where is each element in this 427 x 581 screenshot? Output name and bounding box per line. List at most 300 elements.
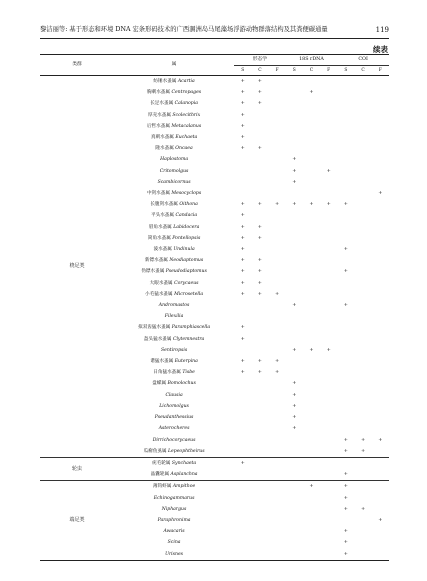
presence-cell	[269, 121, 286, 132]
presence-cell	[354, 334, 371, 345]
presence-cell	[286, 233, 303, 244]
presence-cell	[303, 322, 320, 333]
genus-cell	[114, 121, 234, 132]
presence-cell	[337, 98, 354, 109]
presence-cell	[320, 121, 337, 132]
presence-cell	[354, 423, 371, 434]
presence-cell	[372, 154, 389, 165]
presence-cell	[303, 469, 320, 481]
genus-latin-name: Ampithoe	[172, 484, 196, 490]
genus-cell	[114, 515, 234, 526]
sub-header-s: S	[292, 68, 296, 73]
presence-cell	[337, 345, 354, 356]
presence-cell	[320, 334, 337, 345]
presence-cell	[372, 469, 389, 481]
running-header	[40, 24, 389, 36]
presence-cell	[320, 378, 337, 389]
presence-cell	[251, 390, 268, 401]
genus-latin-name: Asterocheres	[158, 426, 190, 432]
presence-cell	[251, 526, 268, 537]
presence-cell: +	[257, 290, 262, 297]
presence-cell	[303, 143, 320, 154]
presence-cell	[337, 412, 354, 423]
table-body	[40, 76, 389, 561]
presence-cell	[372, 504, 389, 515]
presence-cell	[251, 110, 268, 121]
presence-cell	[354, 188, 371, 199]
presence-cell	[303, 367, 320, 378]
presence-cell	[372, 526, 389, 537]
presence-cell	[234, 311, 251, 322]
presence-cell	[337, 233, 354, 244]
presence-cell: +	[378, 436, 383, 443]
presence-cell	[269, 233, 286, 244]
presence-cell	[337, 457, 354, 469]
presence-cell	[286, 549, 303, 561]
presence-cell	[251, 345, 268, 356]
presence-cell	[269, 110, 286, 121]
presence-cell	[372, 210, 389, 221]
presence-cell	[234, 300, 251, 311]
genus-cell	[114, 278, 234, 289]
presence-cell: +	[240, 234, 245, 241]
genus-latin-name: Centropages	[171, 90, 202, 96]
genus-chinese-name: 晶囊轮属	[150, 472, 171, 478]
presence-cell: +	[240, 134, 245, 141]
running-header-text: 黎洁丽等: 基于形态和环境 DNA 宏条形码技术的广西涠洲岛马尾藻场浮游动物群落结构及其粪便碳通量	[40, 26, 328, 33]
genus-chinese-name: 简角水蚤属	[147, 235, 173, 241]
genus-cell	[114, 289, 234, 300]
presence-cell: +	[309, 346, 314, 353]
genus-latin-name: Sentiropsis	[160, 347, 188, 353]
genus-chinese-name: 盘蝾属	[152, 381, 168, 387]
genus-cell	[114, 367, 234, 378]
genus-latin-name: Microsetella	[174, 291, 204, 297]
presence-cell	[354, 549, 371, 561]
presence-cell	[286, 457, 303, 469]
presence-cell	[269, 446, 286, 458]
genus-cell	[114, 356, 234, 367]
presence-cell: +	[240, 335, 245, 342]
presence-cell	[303, 412, 320, 423]
presence-cell	[337, 356, 354, 367]
presence-cell	[286, 255, 303, 266]
genus-cell	[114, 210, 234, 221]
presence-cell: +	[240, 111, 245, 118]
presence-cell	[251, 121, 268, 132]
genus-latin-name: Mesocyclops	[171, 191, 202, 197]
presence-cell: +	[257, 279, 262, 286]
genus-cell	[114, 76, 234, 88]
genus-cell	[114, 311, 234, 322]
presence-cell: +	[257, 89, 262, 96]
category-cell: 桡足类	[40, 76, 114, 458]
presence-cell: +	[292, 167, 297, 174]
presence-cell	[286, 278, 303, 289]
presence-cell	[286, 132, 303, 143]
presence-cell	[372, 423, 389, 434]
presence-cell	[269, 526, 286, 537]
presence-cell	[269, 435, 286, 446]
presence-cell	[234, 177, 251, 188]
presence-cell	[251, 300, 268, 311]
presence-cell	[286, 481, 303, 493]
presence-cell	[372, 233, 389, 244]
presence-cell: +	[240, 324, 245, 331]
presence-cell	[269, 322, 286, 333]
presence-cell: +	[343, 201, 348, 208]
genus-chinese-name: 隆水蚤属	[155, 146, 176, 152]
presence-cell	[234, 537, 251, 548]
presence-cell	[286, 188, 303, 199]
presence-cell	[320, 412, 337, 423]
presence-cell	[320, 390, 337, 401]
presence-cell	[337, 401, 354, 412]
presence-cell	[251, 537, 268, 548]
presence-cell: +	[309, 483, 314, 490]
presence-cell	[303, 154, 320, 165]
presence-cell: +	[257, 358, 262, 365]
presence-cell: +	[337, 446, 354, 458]
presence-cell: +	[240, 201, 245, 208]
presence-cell: +	[343, 494, 348, 501]
presence-cell: +	[378, 516, 383, 523]
presence-cell	[303, 110, 320, 121]
presence-cell	[251, 177, 268, 188]
presence-cell: +	[292, 414, 297, 421]
presence-cell: +	[275, 290, 280, 297]
genus-chinese-name: 小毛猛水蚤属	[145, 291, 175, 297]
presence-cell	[320, 110, 337, 121]
genus-chinese-name: 平头水蚤属	[151, 213, 176, 219]
presence-cell	[286, 311, 303, 322]
presence-cell	[286, 515, 303, 526]
presence-cell	[286, 435, 303, 446]
presence-cell	[372, 311, 389, 322]
presence-cell	[269, 401, 286, 412]
presence-cell	[372, 345, 389, 356]
presence-cell	[320, 98, 337, 109]
presence-cell	[372, 266, 389, 277]
presence-cell	[269, 549, 286, 561]
presence-cell	[354, 222, 371, 233]
presence-cell: +	[257, 78, 262, 84]
presence-cell: +	[354, 446, 371, 458]
presence-cell: +	[292, 156, 297, 163]
presence-cell	[354, 177, 371, 188]
presence-cell	[354, 481, 371, 493]
presence-cell	[303, 278, 320, 289]
genus-cell	[114, 132, 234, 143]
presence-cell	[251, 549, 268, 561]
genus-cell	[114, 378, 234, 389]
presence-cell	[372, 401, 389, 412]
presence-cell	[372, 121, 389, 132]
presence-cell	[372, 255, 389, 266]
presence-cell: +	[240, 246, 245, 253]
presence-cell: +	[343, 268, 348, 275]
presence-cell: +	[292, 201, 297, 208]
presence-cell	[251, 244, 268, 255]
presence-cell	[303, 423, 320, 434]
presence-cell: +	[343, 483, 348, 490]
presence-cell	[320, 289, 337, 300]
presence-cell	[269, 266, 286, 277]
presence-cell	[286, 244, 303, 255]
presence-cell	[354, 401, 371, 412]
genus-cell	[114, 98, 234, 109]
genus-latin-name: Scina	[167, 540, 181, 546]
presence-cell	[303, 515, 320, 526]
presence-cell: +	[343, 246, 348, 253]
presence-cell: +	[240, 145, 245, 152]
presence-cell	[354, 390, 371, 401]
presence-cell	[320, 504, 337, 515]
presence-cell	[303, 401, 320, 412]
presence-cell	[269, 390, 286, 401]
presence-cell	[269, 412, 286, 423]
genus-latin-name: Scambicornus	[157, 179, 191, 185]
presence-cell: +	[343, 505, 348, 512]
genus-latin-name: Asplanchna	[170, 472, 198, 478]
presence-cell: +	[292, 346, 297, 353]
col-group-morphology: 形态学	[234, 55, 286, 66]
presence-cell: +	[292, 302, 297, 309]
genus-latin-name: Paraphronima	[157, 517, 191, 523]
genus-latin-name: Scolecithrix	[172, 112, 201, 118]
presence-cell	[269, 345, 286, 356]
presence-cell: +	[240, 279, 245, 286]
presence-cell	[337, 423, 354, 434]
presence-cell: +	[257, 234, 262, 241]
presence-cell	[286, 289, 303, 300]
presence-cell: +	[378, 190, 383, 197]
presence-cell	[320, 367, 337, 378]
presence-cell	[354, 210, 371, 221]
presence-cell: +	[309, 201, 314, 208]
presence-cell	[337, 87, 354, 98]
presence-cell: +	[275, 201, 280, 208]
presence-cell	[337, 289, 354, 300]
presence-cell	[320, 401, 337, 412]
genus-cell	[114, 322, 234, 333]
presence-cell: +	[292, 402, 297, 409]
presence-cell	[372, 446, 389, 458]
presence-cell	[372, 412, 389, 423]
genus-latin-name: Paramphiascella	[171, 325, 211, 331]
presence-cell	[320, 457, 337, 469]
presence-cell	[234, 526, 251, 537]
presence-cell	[337, 311, 354, 322]
genus-cell	[114, 177, 234, 188]
presence-cell	[251, 446, 268, 458]
presence-cell	[372, 356, 389, 367]
genus-latin-name: Corycaeus	[174, 280, 199, 286]
presence-cell: +	[257, 201, 262, 208]
genus-chinese-name: 唇角水蚤属	[148, 224, 174, 230]
presence-cell: +	[240, 369, 245, 376]
genus-chinese-name: 疣毛轮属	[152, 460, 172, 466]
presence-cell: +	[257, 268, 262, 275]
presence-cell	[269, 98, 286, 109]
genus-latin-name: Acartia	[177, 79, 195, 84]
presence-cell	[354, 289, 371, 300]
genus-latin-name: Calanopia	[174, 101, 198, 107]
presence-cell	[234, 423, 251, 434]
presence-cell	[372, 300, 389, 311]
presence-cell	[251, 412, 268, 423]
presence-cell	[251, 504, 268, 515]
presence-cell	[354, 356, 371, 367]
presence-cell	[320, 210, 337, 221]
presence-cell	[354, 322, 371, 333]
presence-cell	[354, 98, 371, 109]
sub-header-s: S	[344, 68, 348, 73]
presence-cell	[303, 132, 320, 143]
presence-cell	[337, 76, 354, 88]
presence-cell: +	[309, 89, 314, 96]
genus-chinese-name: 伪镖水蚤属	[141, 269, 166, 275]
genus-chinese-name: 新镖水蚤属	[144, 258, 170, 264]
presence-cell	[251, 481, 268, 493]
presence-cell	[286, 367, 303, 378]
presence-cell	[320, 76, 337, 88]
genus-chinese-name: 大眼水蚤属	[149, 280, 175, 286]
presence-cell	[320, 469, 337, 481]
presence-cell	[337, 210, 354, 221]
presence-cell	[320, 356, 337, 367]
presence-cell	[320, 423, 337, 434]
presence-cell	[320, 244, 337, 255]
presence-cell	[269, 76, 286, 88]
presence-cell	[354, 537, 371, 548]
presence-cell	[320, 255, 337, 266]
presence-cell	[354, 278, 371, 289]
presence-cell	[251, 334, 268, 345]
presence-cell: +	[292, 391, 297, 398]
presence-cell	[337, 132, 354, 143]
presence-cell	[251, 457, 268, 469]
genus-latin-name: Euterpina	[174, 359, 198, 365]
presence-cell	[372, 87, 389, 98]
table-row	[40, 457, 389, 469]
genus-latin-name: Urisnes	[165, 551, 184, 557]
presence-cell	[234, 188, 251, 199]
presence-cell	[372, 110, 389, 121]
presence-cell	[286, 210, 303, 221]
header-rule	[40, 38, 389, 39]
presence-cell: +	[240, 122, 245, 129]
sub-header-c: C	[361, 68, 365, 73]
presence-cell	[320, 132, 337, 143]
presence-cell	[354, 233, 371, 244]
presence-cell	[234, 469, 251, 481]
presence-cell	[372, 199, 389, 210]
presence-cell	[251, 401, 268, 412]
presence-cell	[337, 322, 354, 333]
presence-cell	[354, 300, 371, 311]
genus-cell	[114, 435, 234, 446]
presence-cell	[286, 121, 303, 132]
presence-cell: +	[257, 369, 262, 376]
presence-cell	[251, 469, 268, 481]
genus-cell	[114, 87, 234, 98]
presence-cell	[303, 98, 320, 109]
presence-cell	[251, 435, 268, 446]
presence-cell	[337, 278, 354, 289]
presence-cell: +	[240, 223, 245, 230]
presence-cell	[372, 98, 389, 109]
presence-cell: +	[360, 436, 366, 443]
presence-cell: +	[343, 528, 348, 535]
presence-cell	[354, 154, 371, 165]
presence-cell	[372, 76, 389, 88]
presence-cell	[372, 481, 389, 493]
presence-cell	[354, 345, 371, 356]
presence-cell	[354, 378, 371, 389]
genus-cell	[114, 233, 234, 244]
presence-cell	[372, 367, 389, 378]
presence-cell	[269, 481, 286, 493]
presence-cell	[354, 87, 371, 98]
presence-cell	[320, 322, 337, 333]
genus-latin-name: Tisbe	[182, 370, 195, 376]
col-header-genus: 属	[114, 55, 234, 76]
genus-cell	[114, 300, 234, 311]
presence-cell	[354, 132, 371, 143]
presence-cell	[269, 255, 286, 266]
presence-cell: +	[326, 346, 331, 353]
genus-cell	[114, 188, 234, 199]
genus-latin-name: Undinula	[173, 247, 195, 253]
genus-cell	[114, 401, 234, 412]
presence-cell	[303, 300, 320, 311]
presence-cell	[269, 244, 286, 255]
presence-cell	[354, 244, 371, 255]
presence-cell	[354, 469, 371, 481]
table-row	[40, 481, 389, 493]
presence-cell	[303, 457, 320, 469]
presence-cell: +	[343, 436, 348, 443]
presence-cell	[372, 222, 389, 233]
genus-cell	[114, 469, 234, 481]
genus-latin-name: Oncaea	[175, 146, 193, 152]
presence-cell	[234, 435, 251, 446]
presence-cell	[303, 121, 320, 132]
presence-cell	[251, 166, 268, 177]
presence-cell	[303, 549, 320, 561]
presence-cell	[303, 504, 320, 515]
presence-cell	[354, 199, 371, 210]
presence-cell	[354, 412, 371, 423]
genus-cell	[114, 457, 234, 469]
genus-latin-name: Metacalanus	[171, 123, 202, 129]
presence-cell: +	[240, 257, 245, 264]
genus-latin-name: Neodiaptomus	[169, 258, 204, 264]
presence-cell	[372, 549, 389, 561]
sub-header-f: F	[378, 68, 382, 73]
presence-cell: +	[240, 212, 245, 219]
genus-cell	[114, 334, 234, 345]
presence-cell	[354, 526, 371, 537]
genus-chinese-name: 日角猛水蚤属	[153, 370, 183, 376]
presence-cell	[234, 493, 251, 504]
presence-cell	[354, 255, 371, 266]
presence-cell	[269, 188, 286, 199]
genus-cell	[114, 446, 234, 458]
genus-cell	[114, 390, 234, 401]
presence-cell	[234, 412, 251, 423]
